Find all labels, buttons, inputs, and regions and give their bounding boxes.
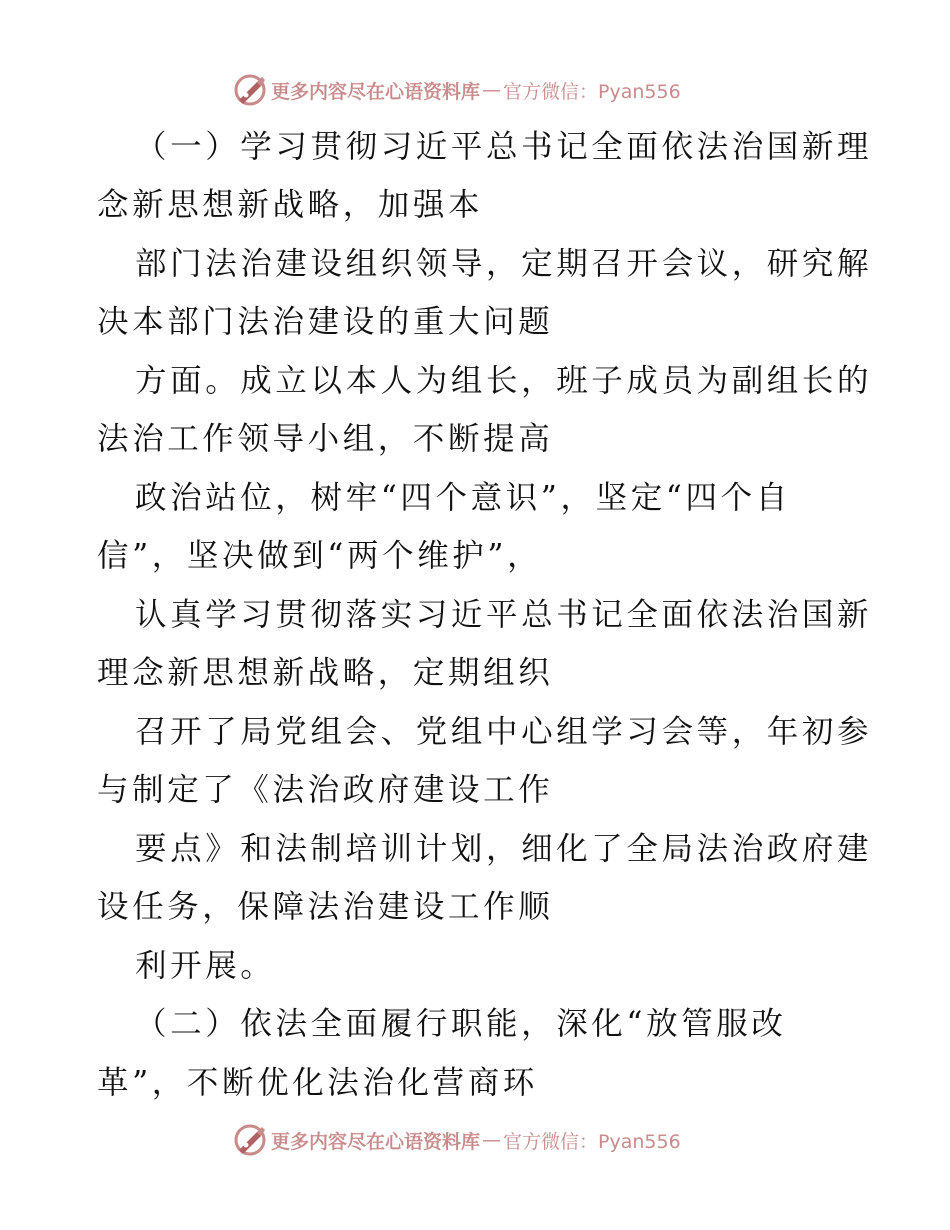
document-line: 部门法治建设组织领导，定期召开会议，研究解 xyxy=(135,246,873,282)
pen-logo-icon xyxy=(233,1123,267,1157)
watermark-official-wechat: 官方微信：Pyan556 xyxy=(503,1130,681,1153)
watermark-promo-text: 更多内容尽在心语资料库 xyxy=(271,1130,481,1153)
document-line: 法治工作领导小组，不断提高 xyxy=(97,421,554,457)
document-line: 政治站位，树牢“四个意识”，坚定“四个自 xyxy=(135,480,791,516)
document-line: 理念新思想新战略，定期组织 xyxy=(97,655,554,691)
document-line: 革”，不断优化法治化营商环 xyxy=(97,1065,538,1101)
footer-watermark xyxy=(233,1122,681,1158)
document-line: 设任务，保障法治建设工作顺 xyxy=(97,889,554,925)
document-line: 召开了局党组会、党组中心组学习会等，年初参 xyxy=(135,714,873,750)
watermark-separator: — xyxy=(482,1129,502,1151)
document-line: （一）学习贯彻习近平总书记全面依法治国新理 xyxy=(135,129,873,165)
pen-logo-icon xyxy=(233,73,267,107)
document-line: 认真学习贯彻落实习近平总书记全面依法治国新 xyxy=(135,597,873,633)
watermark-official-wechat: 官方微信：Pyan556 xyxy=(503,80,681,103)
document-line: 念新思想新战略，加强本 xyxy=(97,187,484,223)
document-line: 与制定了《法治政府建设工作 xyxy=(97,772,554,808)
document-line: 决本部门法治建设的重大问题 xyxy=(97,304,554,340)
document-line: 要点》和法制培训计划，细化了全局法治政府建 xyxy=(135,831,873,867)
watermark-separator: — xyxy=(482,79,502,101)
watermark-promo-text: 更多内容尽在心语资料库 xyxy=(271,80,481,103)
document-line: 利开展。 xyxy=(135,948,276,984)
document-line: 方面。成立以本人为组长，班子成员为副组长的 xyxy=(135,363,873,399)
document-line: （二）依法全面履行职能，深化“放管服改 xyxy=(135,1006,787,1042)
document-line: 信”，坚决做到“两个维护”， xyxy=(97,538,543,574)
header-watermark xyxy=(233,72,681,108)
